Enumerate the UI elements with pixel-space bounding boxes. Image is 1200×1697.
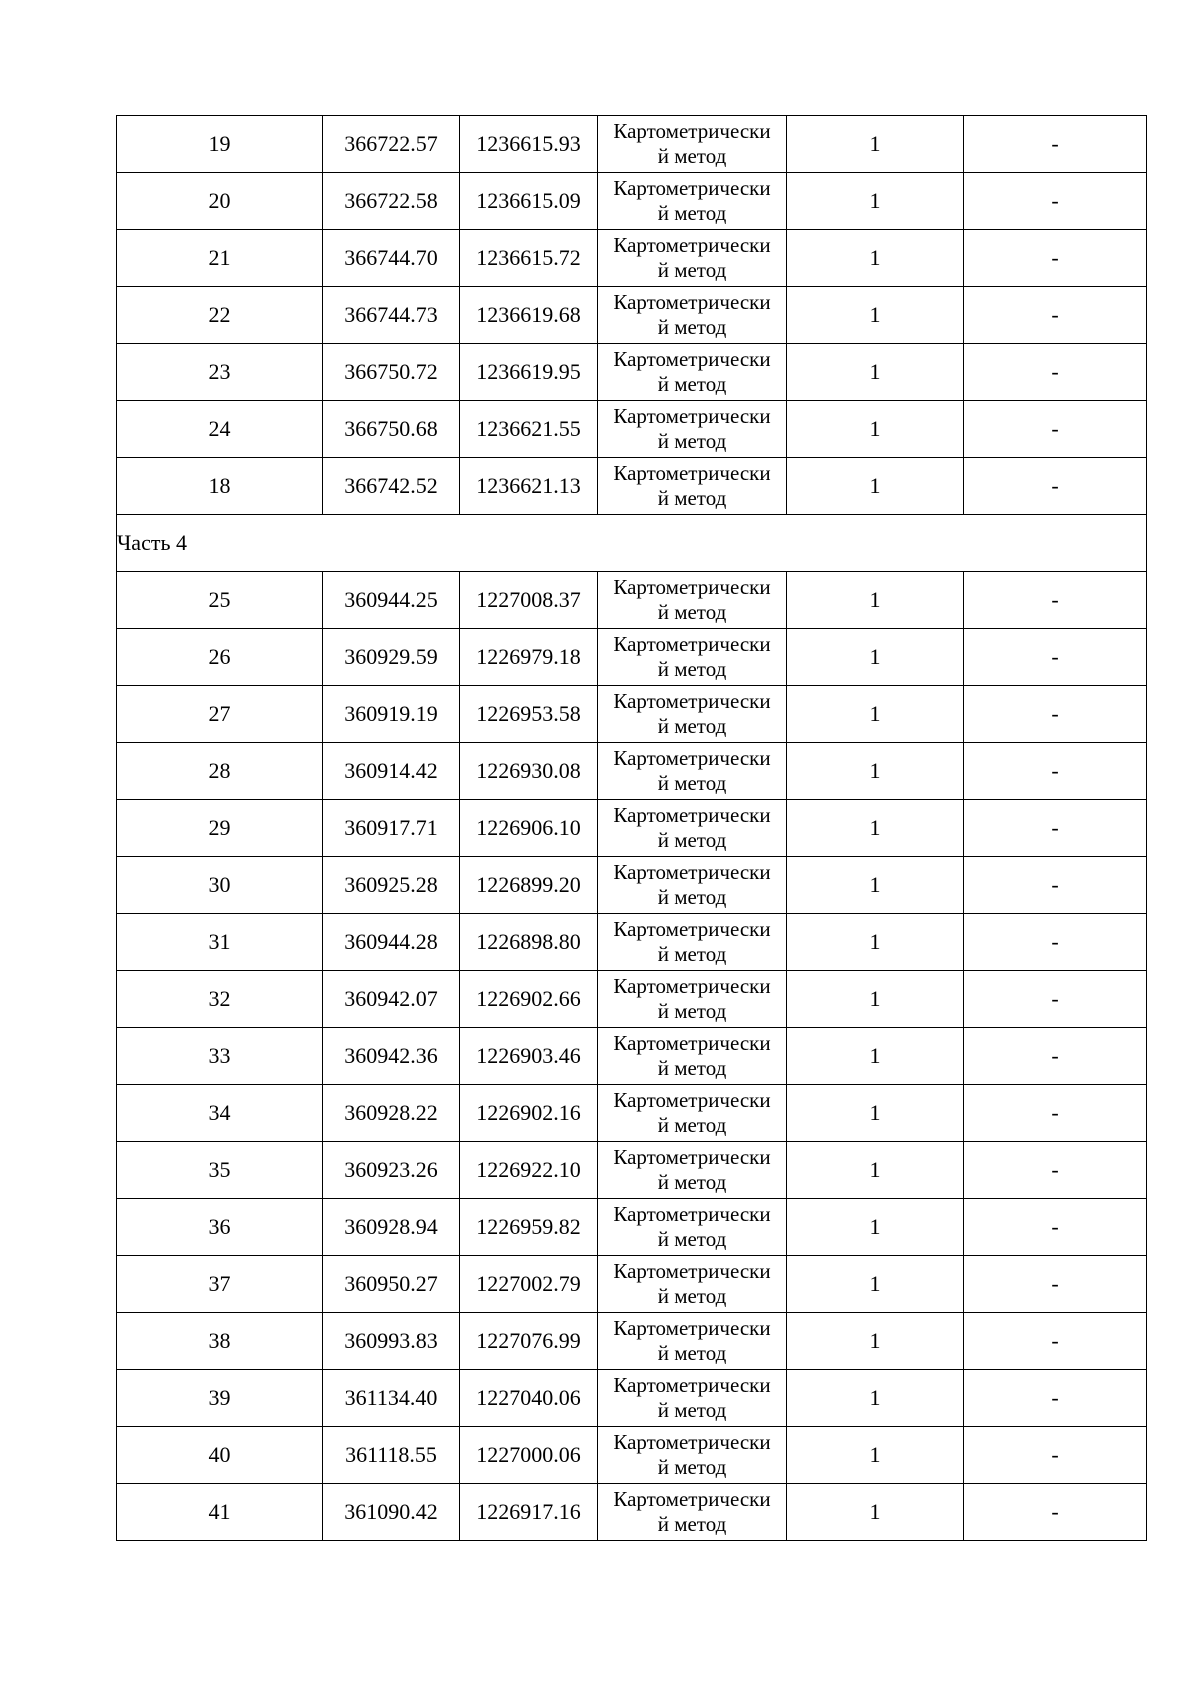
point-number-cell: 27 bbox=[117, 686, 323, 743]
accuracy-cell: 1 bbox=[787, 401, 964, 458]
method-cell bbox=[598, 572, 787, 629]
y-coordinate-cell: 1226899.20 bbox=[460, 857, 598, 914]
note-cell: - bbox=[964, 1085, 1147, 1142]
y-coordinate-cell: 1226898.80 bbox=[460, 914, 598, 971]
table-row bbox=[117, 629, 1147, 686]
table-row bbox=[117, 1199, 1147, 1256]
point-number-cell: 35 bbox=[117, 1142, 323, 1199]
x-coordinate-cell: 361118.55 bbox=[323, 1427, 460, 1484]
accuracy-cell: 1 bbox=[787, 230, 964, 287]
x-coordinate-cell: 360942.36 bbox=[323, 1028, 460, 1085]
x-coordinate-cell: 366722.58 bbox=[323, 173, 460, 230]
y-coordinate-cell: 1227000.06 bbox=[460, 1427, 598, 1484]
accuracy-cell: 1 bbox=[787, 686, 964, 743]
accuracy-cell: 1 bbox=[787, 914, 964, 971]
table-row bbox=[117, 857, 1147, 914]
point-number-cell: 20 bbox=[117, 173, 323, 230]
point-number-cell: 37 bbox=[117, 1256, 323, 1313]
method-line-2: й метод bbox=[657, 1227, 727, 1251]
x-coordinate-cell: 366742.52 bbox=[323, 458, 460, 515]
y-coordinate-cell: 1226979.18 bbox=[460, 629, 598, 686]
method-cell bbox=[598, 344, 787, 401]
table-row bbox=[117, 1085, 1147, 1142]
method-line-1: Картометрически bbox=[613, 688, 771, 713]
table-row bbox=[117, 686, 1147, 743]
method-cell bbox=[598, 800, 787, 857]
method-line-2: й метод bbox=[657, 1455, 727, 1479]
note-cell: - bbox=[964, 857, 1147, 914]
method-cell bbox=[598, 743, 787, 800]
method-cell bbox=[598, 401, 787, 458]
accuracy-cell: 1 bbox=[787, 1370, 964, 1427]
point-number-cell: 29 bbox=[117, 800, 323, 857]
note-cell: - bbox=[964, 401, 1147, 458]
method-cell bbox=[598, 1427, 787, 1484]
method-line-1: Картометрически bbox=[613, 460, 771, 485]
x-coordinate-cell: 366744.73 bbox=[323, 287, 460, 344]
note-cell: - bbox=[964, 1313, 1147, 1370]
method-line-2: й метод bbox=[657, 999, 727, 1023]
accuracy-cell: 1 bbox=[787, 629, 964, 686]
method-cell bbox=[598, 1256, 787, 1313]
accuracy-cell: 1 bbox=[787, 1256, 964, 1313]
point-number-cell: 34 bbox=[117, 1085, 323, 1142]
point-number-cell: 31 bbox=[117, 914, 323, 971]
x-coordinate-cell: 360923.26 bbox=[323, 1142, 460, 1199]
method-line-2: й метод bbox=[657, 429, 727, 453]
note-cell: - bbox=[964, 1142, 1147, 1199]
table-row bbox=[117, 971, 1147, 1028]
point-number-cell: 22 bbox=[117, 287, 323, 344]
coordinates-table-body bbox=[117, 116, 1147, 1541]
table-row bbox=[117, 743, 1147, 800]
method-cell bbox=[598, 1142, 787, 1199]
x-coordinate-cell: 360944.28 bbox=[323, 914, 460, 971]
point-number-cell: 41 bbox=[117, 1484, 323, 1541]
method-cell bbox=[598, 1370, 787, 1427]
point-number-cell: 36 bbox=[117, 1199, 323, 1256]
table-row bbox=[117, 401, 1147, 458]
note-cell: - bbox=[964, 1427, 1147, 1484]
x-coordinate-cell: 360942.07 bbox=[323, 971, 460, 1028]
method-line-2: й метод bbox=[657, 885, 727, 909]
method-cell bbox=[598, 1085, 787, 1142]
method-cell bbox=[598, 971, 787, 1028]
method-line-1: Картометрически bbox=[613, 403, 771, 428]
method-line-1: Картометрически bbox=[613, 1429, 771, 1454]
x-coordinate-cell: 360928.94 bbox=[323, 1199, 460, 1256]
x-coordinate-cell: 360929.59 bbox=[323, 629, 460, 686]
method-line-2: й метод bbox=[657, 771, 727, 795]
accuracy-cell: 1 bbox=[787, 971, 964, 1028]
method-line-1: Картометрически bbox=[613, 916, 771, 941]
y-coordinate-cell: 1226930.08 bbox=[460, 743, 598, 800]
point-number-cell: 30 bbox=[117, 857, 323, 914]
method-line-2: й метод bbox=[657, 486, 727, 510]
method-line-1: Картометрически bbox=[613, 802, 771, 827]
note-cell: - bbox=[964, 1256, 1147, 1313]
y-coordinate-cell: 1226906.10 bbox=[460, 800, 598, 857]
method-line-2: й метод bbox=[657, 828, 727, 852]
method-cell bbox=[598, 116, 787, 173]
x-coordinate-cell: 361090.42 bbox=[323, 1484, 460, 1541]
accuracy-cell: 1 bbox=[787, 857, 964, 914]
y-coordinate-cell: 1226917.16 bbox=[460, 1484, 598, 1541]
y-coordinate-cell: 1236621.55 bbox=[460, 401, 598, 458]
note-cell: - bbox=[964, 458, 1147, 515]
x-coordinate-cell: 360917.71 bbox=[323, 800, 460, 857]
accuracy-cell: 1 bbox=[787, 1199, 964, 1256]
y-coordinate-cell: 1226903.46 bbox=[460, 1028, 598, 1085]
point-number-cell: 28 bbox=[117, 743, 323, 800]
point-number-cell: 26 bbox=[117, 629, 323, 686]
method-line-2: й метод bbox=[657, 372, 727, 396]
note-cell: - bbox=[964, 629, 1147, 686]
y-coordinate-cell: 1236619.68 bbox=[460, 287, 598, 344]
y-coordinate-cell: 1227076.99 bbox=[460, 1313, 598, 1370]
method-line-1: Картометрически bbox=[613, 973, 771, 998]
method-line-1: Картометрически bbox=[613, 1201, 771, 1226]
table-row bbox=[117, 173, 1147, 230]
table-row bbox=[117, 1313, 1147, 1370]
accuracy-cell: 1 bbox=[787, 1313, 964, 1370]
y-coordinate-cell: 1236619.95 bbox=[460, 344, 598, 401]
method-cell bbox=[598, 1028, 787, 1085]
point-number-cell: 24 bbox=[117, 401, 323, 458]
method-line-1: Картометрически bbox=[613, 745, 771, 770]
x-coordinate-cell: 360925.28 bbox=[323, 857, 460, 914]
method-cell bbox=[598, 686, 787, 743]
x-coordinate-cell: 366750.72 bbox=[323, 344, 460, 401]
point-number-cell: 32 bbox=[117, 971, 323, 1028]
x-coordinate-cell: 360944.25 bbox=[323, 572, 460, 629]
x-coordinate-cell: 360993.83 bbox=[323, 1313, 460, 1370]
method-line-1: Картометрически bbox=[613, 289, 771, 314]
accuracy-cell: 1 bbox=[787, 1028, 964, 1085]
note-cell: - bbox=[964, 173, 1147, 230]
note-cell: - bbox=[964, 1028, 1147, 1085]
accuracy-cell: 1 bbox=[787, 287, 964, 344]
table-row bbox=[117, 1142, 1147, 1199]
point-number-cell: 33 bbox=[117, 1028, 323, 1085]
table-row bbox=[117, 1427, 1147, 1484]
method-cell bbox=[598, 287, 787, 344]
method-line-2: й метод bbox=[657, 600, 727, 624]
y-coordinate-cell: 1236615.09 bbox=[460, 173, 598, 230]
y-coordinate-cell: 1236615.72 bbox=[460, 230, 598, 287]
table-row bbox=[117, 1370, 1147, 1427]
method-line-1: Картометрически bbox=[613, 1144, 771, 1169]
accuracy-cell: 1 bbox=[787, 344, 964, 401]
note-cell: - bbox=[964, 116, 1147, 173]
method-line-1: Картометрически bbox=[613, 859, 771, 884]
method-line-1: Картометрически bbox=[613, 1030, 771, 1055]
accuracy-cell: 1 bbox=[787, 116, 964, 173]
table-row bbox=[117, 800, 1147, 857]
x-coordinate-cell: 360914.42 bbox=[323, 743, 460, 800]
y-coordinate-cell: 1227008.37 bbox=[460, 572, 598, 629]
method-line-2: й метод bbox=[657, 144, 727, 168]
table-row bbox=[117, 287, 1147, 344]
y-coordinate-cell: 1226953.58 bbox=[460, 686, 598, 743]
method-cell bbox=[598, 230, 787, 287]
y-coordinate-cell: 1227040.06 bbox=[460, 1370, 598, 1427]
note-cell: - bbox=[964, 971, 1147, 1028]
note-cell: - bbox=[964, 1484, 1147, 1541]
method-cell bbox=[598, 1313, 787, 1370]
method-cell bbox=[598, 857, 787, 914]
point-number-cell: 23 bbox=[117, 344, 323, 401]
point-number-cell: 38 bbox=[117, 1313, 323, 1370]
method-line-1: Картометрически bbox=[613, 1315, 771, 1340]
accuracy-cell: 1 bbox=[787, 743, 964, 800]
y-coordinate-cell: 1226922.10 bbox=[460, 1142, 598, 1199]
point-number-cell: 39 bbox=[117, 1370, 323, 1427]
method-line-2: й метод bbox=[657, 1512, 727, 1536]
y-coordinate-cell: 1226959.82 bbox=[460, 1199, 598, 1256]
point-number-cell: 19 bbox=[117, 116, 323, 173]
table-row bbox=[117, 230, 1147, 287]
note-cell: - bbox=[964, 572, 1147, 629]
method-line-2: й метод bbox=[657, 657, 727, 681]
method-line-1: Картометрически bbox=[613, 118, 771, 143]
y-coordinate-cell: 1227002.79 bbox=[460, 1256, 598, 1313]
method-line-2: й метод bbox=[657, 315, 727, 339]
note-cell: - bbox=[964, 800, 1147, 857]
method-cell bbox=[598, 1199, 787, 1256]
point-number-cell: 25 bbox=[117, 572, 323, 629]
method-cell bbox=[598, 1484, 787, 1541]
method-line-1: Картометрически bbox=[613, 1486, 771, 1511]
table-row bbox=[117, 1484, 1147, 1541]
method-line-1: Картометрически bbox=[613, 1372, 771, 1397]
note-cell: - bbox=[964, 686, 1147, 743]
x-coordinate-cell: 366744.70 bbox=[323, 230, 460, 287]
method-line-2: й метод bbox=[657, 1341, 727, 1365]
accuracy-cell: 1 bbox=[787, 1085, 964, 1142]
method-line-1: Картометрически bbox=[613, 1087, 771, 1112]
x-coordinate-cell: 360928.22 bbox=[323, 1085, 460, 1142]
method-line-2: й метод bbox=[657, 258, 727, 282]
note-cell: - bbox=[964, 1370, 1147, 1427]
note-cell: - bbox=[964, 914, 1147, 971]
y-coordinate-cell: 1226902.66 bbox=[460, 971, 598, 1028]
method-line-1: Картометрически bbox=[613, 232, 771, 257]
accuracy-cell: 1 bbox=[787, 800, 964, 857]
method-line-2: й метод bbox=[657, 714, 727, 738]
table-row bbox=[117, 914, 1147, 971]
section-label: Часть 4 bbox=[117, 515, 1147, 572]
point-number-cell: 18 bbox=[117, 458, 323, 515]
x-coordinate-cell: 360950.27 bbox=[323, 1256, 460, 1313]
section-row bbox=[117, 515, 1147, 572]
method-line-2: й метод bbox=[657, 1056, 727, 1080]
x-coordinate-cell: 360919.19 bbox=[323, 686, 460, 743]
y-coordinate-cell: 1226902.16 bbox=[460, 1085, 598, 1142]
method-line-1: Картометрически bbox=[613, 346, 771, 371]
method-cell bbox=[598, 173, 787, 230]
accuracy-cell: 1 bbox=[787, 1427, 964, 1484]
x-coordinate-cell: 366722.57 bbox=[323, 116, 460, 173]
method-line-2: й метод bbox=[657, 1170, 727, 1194]
note-cell: - bbox=[964, 287, 1147, 344]
note-cell: - bbox=[964, 344, 1147, 401]
accuracy-cell: 1 bbox=[787, 458, 964, 515]
accuracy-cell: 1 bbox=[787, 173, 964, 230]
accuracy-cell: 1 bbox=[787, 1484, 964, 1541]
table-row bbox=[117, 1256, 1147, 1313]
method-line-1: Картометрически bbox=[613, 631, 771, 656]
note-cell: - bbox=[964, 230, 1147, 287]
method-line-1: Картометрически bbox=[613, 175, 771, 200]
point-number-cell: 40 bbox=[117, 1427, 323, 1484]
note-cell: - bbox=[964, 743, 1147, 800]
method-line-2: й метод bbox=[657, 201, 727, 225]
accuracy-cell: 1 bbox=[787, 1142, 964, 1199]
table-row bbox=[117, 572, 1147, 629]
table-row bbox=[117, 344, 1147, 401]
note-cell: - bbox=[964, 1199, 1147, 1256]
table-row bbox=[117, 458, 1147, 515]
table-row bbox=[117, 116, 1147, 173]
coordinates-table bbox=[116, 115, 1147, 1541]
method-line-2: й метод bbox=[657, 1398, 727, 1422]
point-number-cell: 21 bbox=[117, 230, 323, 287]
x-coordinate-cell: 366750.68 bbox=[323, 401, 460, 458]
table-row bbox=[117, 1028, 1147, 1085]
accuracy-cell: 1 bbox=[787, 572, 964, 629]
y-coordinate-cell: 1236621.13 bbox=[460, 458, 598, 515]
method-cell bbox=[598, 914, 787, 971]
method-line-2: й метод bbox=[657, 1284, 727, 1308]
method-cell bbox=[598, 629, 787, 686]
method-cell bbox=[598, 458, 787, 515]
method-line-2: й метод bbox=[657, 1113, 727, 1137]
method-line-2: й метод bbox=[657, 942, 727, 966]
method-line-1: Картометрически bbox=[613, 1258, 771, 1283]
x-coordinate-cell: 361134.40 bbox=[323, 1370, 460, 1427]
method-line-1: Картометрически bbox=[613, 574, 771, 599]
y-coordinate-cell: 1236615.93 bbox=[460, 116, 598, 173]
